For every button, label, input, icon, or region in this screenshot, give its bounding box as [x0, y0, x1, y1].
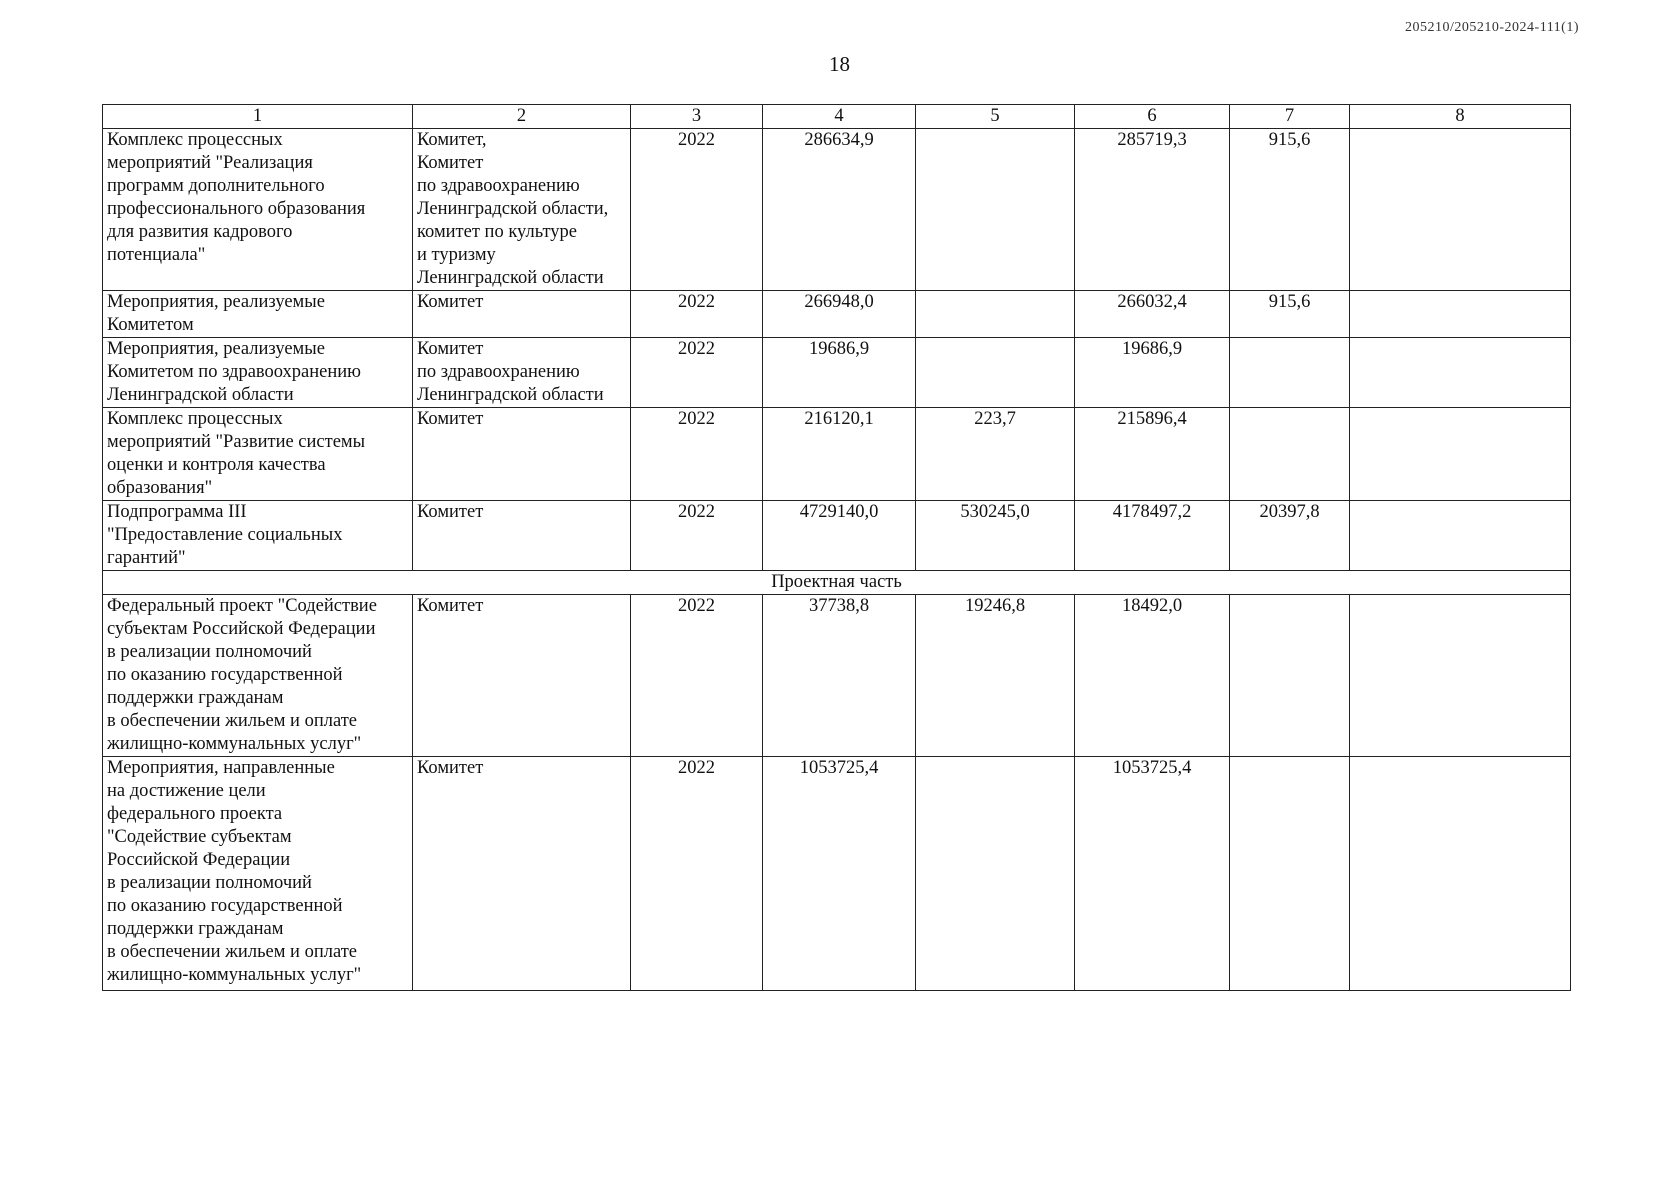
col7-cell: 915,6 [1230, 129, 1350, 291]
section-row [103, 571, 1571, 595]
total-cell: 1053725,4 [763, 757, 916, 991]
section-title: Проектная часть [103, 571, 1571, 595]
col7-cell: 20397,8 [1230, 501, 1350, 571]
year-cell: 2022 [631, 757, 763, 991]
col5-cell [916, 129, 1075, 291]
col7-cell [1230, 408, 1350, 501]
budget-table [102, 104, 1571, 991]
col7-cell [1230, 757, 1350, 991]
executor-cell: Комитет [413, 501, 631, 571]
column-header: 7 [1230, 105, 1350, 129]
col8-cell [1350, 291, 1571, 338]
column-header: 4 [763, 105, 916, 129]
column-header: 3 [631, 105, 763, 129]
executor-cell: Комитет [413, 595, 631, 757]
row-name-cell: Комплекс процессных мероприятий "Реализация программ дополнительного профессионального образования для развития кадрового потенциала" [103, 129, 413, 291]
col6-cell: 266032,4 [1075, 291, 1230, 338]
year-cell: 2022 [631, 595, 763, 757]
column-header: 6 [1075, 105, 1230, 129]
executor-cell: Комитет по здравоохранению Ленинградской области [413, 338, 631, 408]
row-name-cell: Мероприятия, реализуемые Комитетом по здравоохранению Ленинградской области [103, 338, 413, 408]
table-row [103, 129, 1571, 291]
executor-cell: Комитет [413, 291, 631, 338]
executor-cell: Комитет [413, 408, 631, 501]
table-row [103, 291, 1571, 338]
col5-cell [916, 757, 1075, 991]
column-header: 8 [1350, 105, 1571, 129]
table-row [103, 408, 1571, 501]
table-row [103, 338, 1571, 408]
total-cell: 286634,9 [763, 129, 916, 291]
table-row [103, 757, 1571, 991]
col8-cell [1350, 501, 1571, 571]
col8-cell [1350, 129, 1571, 291]
col5-cell [916, 291, 1075, 338]
col6-cell: 285719,3 [1075, 129, 1230, 291]
table-row [103, 595, 1571, 757]
col6-cell: 215896,4 [1075, 408, 1230, 501]
col6-cell: 4178497,2 [1075, 501, 1230, 571]
year-cell: 2022 [631, 291, 763, 338]
column-header: 5 [916, 105, 1075, 129]
row-name-cell: Комплекс процессных мероприятий "Развитие системы оценки и контроля качества образования" [103, 408, 413, 501]
column-header: 2 [413, 105, 631, 129]
col6-cell: 18492,0 [1075, 595, 1230, 757]
col8-cell [1350, 595, 1571, 757]
page-number: 18 [829, 52, 850, 76]
row-name-cell: Мероприятия, реализуемые Комитетом [103, 291, 413, 338]
executor-cell: Комитет, Комитет по здравоохранению Ленинградской области, комитет по культуре и туризму Ленинградской области [413, 129, 631, 291]
year-cell: 2022 [631, 338, 763, 408]
column-header: 1 [103, 105, 413, 129]
col5-cell: 223,7 [916, 408, 1075, 501]
row-name-cell: Подпрограмма III "Предоставление социальных гарантий" [103, 501, 413, 571]
total-cell: 266948,0 [763, 291, 916, 338]
col7-cell: 915,6 [1230, 291, 1350, 338]
total-cell: 216120,1 [763, 408, 916, 501]
total-cell: 19686,9 [763, 338, 916, 408]
row-name-cell: Федеральный проект "Содействие субъектам Российской Федерации в реализации полномочий по оказанию государственной поддержки гражданам в обеспечении жильем и оплате жилищно-коммунальных услуг" [103, 595, 413, 757]
col7-cell [1230, 595, 1350, 757]
row-name-cell: Мероприятия, направленные на достижение цели федерального проекта "Содействие субъектам Российской Федерации в реализации полномочий по оказанию государственной поддержки гражданам в обеспечении жильем и оплате жилищно-коммунальных услуг" [103, 757, 413, 991]
col8-cell [1350, 408, 1571, 501]
document-code: 205210/205210-2024-111(1) [1405, 20, 1579, 35]
executor-cell: Комитет [413, 757, 631, 991]
year-cell: 2022 [631, 408, 763, 501]
total-cell: 37738,8 [763, 595, 916, 757]
table-row [103, 501, 1571, 571]
col6-cell: 1053725,4 [1075, 757, 1230, 991]
table-header-row [103, 105, 1571, 129]
col8-cell [1350, 338, 1571, 408]
col5-cell [916, 338, 1075, 408]
year-cell: 2022 [631, 129, 763, 291]
col7-cell [1230, 338, 1350, 408]
year-cell: 2022 [631, 501, 763, 571]
total-cell: 4729140,0 [763, 501, 916, 571]
col5-cell: 19246,8 [916, 595, 1075, 757]
col8-cell [1350, 757, 1571, 991]
col6-cell: 19686,9 [1075, 338, 1230, 408]
col5-cell: 530245,0 [916, 501, 1075, 571]
